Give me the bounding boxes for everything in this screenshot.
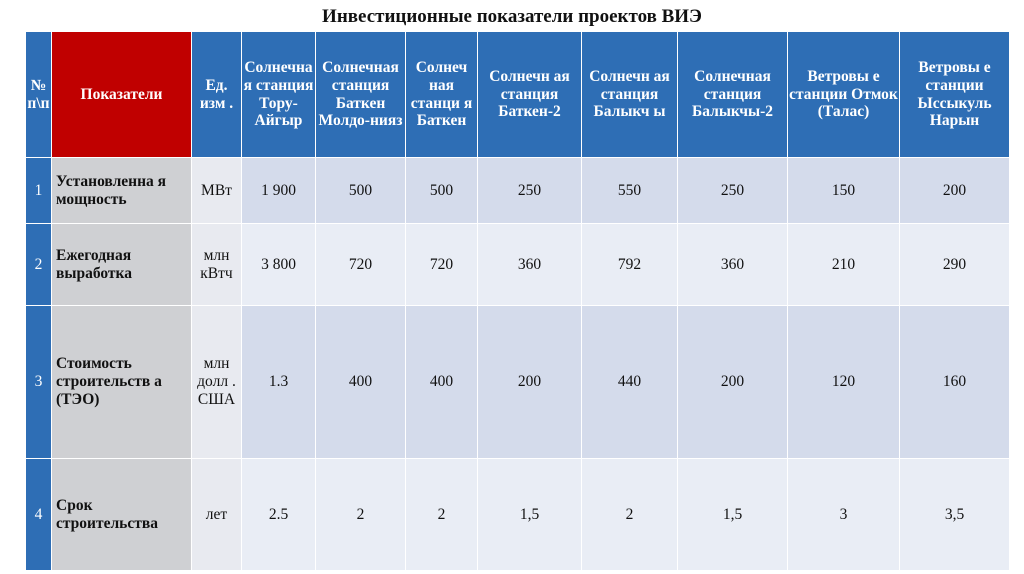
- row-num: 2: [26, 224, 52, 306]
- table-cell: 1,5: [678, 459, 788, 571]
- table-cell: 120: [788, 306, 900, 459]
- header-project: Ветровы е станции Отмок (Талас): [788, 32, 900, 158]
- header-row: [26, 32, 1010, 158]
- table-cell: 3: [788, 459, 900, 571]
- header-unit: Ед. изм .: [192, 32, 242, 158]
- table-cell: 500: [406, 158, 478, 224]
- row-unit: лет: [192, 459, 242, 571]
- table-cell: 550: [582, 158, 678, 224]
- table-cell: 290: [900, 224, 1010, 306]
- table-row: [26, 224, 1010, 306]
- table-cell: 200: [678, 306, 788, 459]
- table-cell: 440: [582, 306, 678, 459]
- header-project: Солнечн ая станция Балыкч ы: [582, 32, 678, 158]
- header-project: Солнечн ая станция Баткен-2: [478, 32, 582, 158]
- row-indicator: Срок строительства: [52, 459, 192, 571]
- header-project: Солнечная станция Балыкчы-2: [678, 32, 788, 158]
- row-unit: МВт: [192, 158, 242, 224]
- table-cell: 210: [788, 224, 900, 306]
- row-num: 4: [26, 459, 52, 571]
- page-title: Инвестиционные показатели проектов ВИЭ: [322, 6, 702, 27]
- row-indicator: Стоимость строительств а (ТЭО): [52, 306, 192, 459]
- table-cell: 2: [316, 459, 406, 571]
- header-project: Солнеч ная станци я Баткен: [406, 32, 478, 158]
- table-cell: 160: [900, 306, 1010, 459]
- table-cell: 200: [478, 306, 582, 459]
- header-num: № п\п: [26, 32, 52, 158]
- table-cell: 1 900: [242, 158, 316, 224]
- table-cell: 720: [406, 224, 478, 306]
- investment-table: [25, 31, 1010, 571]
- header-project: Ветровы е станции Ыссыкуль Нарын: [900, 32, 1010, 158]
- row-num: 1: [26, 158, 52, 224]
- table-cell: 2: [582, 459, 678, 571]
- table-cell: 792: [582, 224, 678, 306]
- table-cell: 3,5: [900, 459, 1010, 571]
- table-cell: 720: [316, 224, 406, 306]
- table-cell: 360: [678, 224, 788, 306]
- row-indicator: Установленна я мощность: [52, 158, 192, 224]
- table-cell: 360: [478, 224, 582, 306]
- table-cell: 400: [406, 306, 478, 459]
- table-cell: 2.5: [242, 459, 316, 571]
- table-cell: 500: [316, 158, 406, 224]
- table-cell: 1.3: [242, 306, 316, 459]
- header-indicator: Показатели: [52, 32, 192, 158]
- header-project: Солнечна я станция Тору-Айгыр: [242, 32, 316, 158]
- table-cell: 400: [316, 306, 406, 459]
- table-row: [26, 459, 1010, 571]
- row-unit: млн кВтч: [192, 224, 242, 306]
- table-cell: 250: [678, 158, 788, 224]
- header-project: Солнечная станция Баткен Молдо-нияз: [316, 32, 406, 158]
- table-cell: 200: [900, 158, 1010, 224]
- table-row: [26, 306, 1010, 459]
- table-cell: 250: [478, 158, 582, 224]
- row-indicator: Ежегодная выработка: [52, 224, 192, 306]
- table-cell: 2: [406, 459, 478, 571]
- row-unit: млн долл . США: [192, 306, 242, 459]
- table-row: [26, 158, 1010, 224]
- table-cell: 3 800: [242, 224, 316, 306]
- table-cell: 1,5: [478, 459, 582, 571]
- table-cell: 150: [788, 158, 900, 224]
- row-num: 3: [26, 306, 52, 459]
